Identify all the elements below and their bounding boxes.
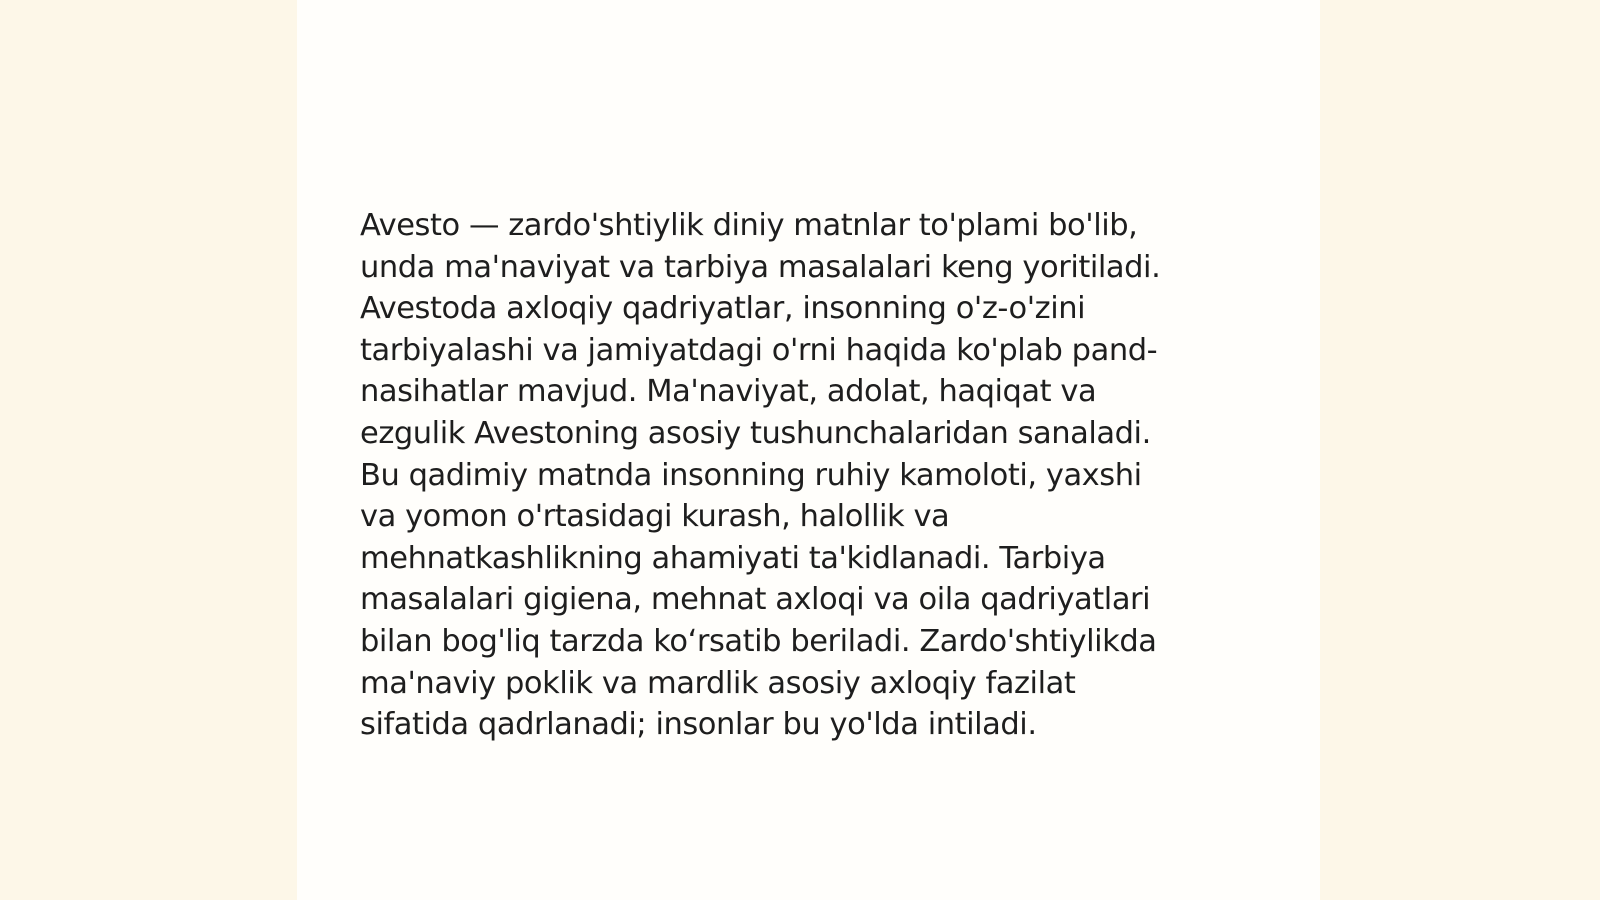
text-line: masalalari gigiena, mehnat axloqi va oila qadriyatlari [360, 582, 1151, 618]
text-line: bilan bog'liq tarzda koʻrsatib beriladi. Zardo'shtiylikda [360, 623, 1157, 659]
text-line: sifatida qadrlanadi; insonlar bu yo'lda intiladi. [360, 707, 1037, 743]
text-line: Avesto — zardo'shtiylik diniy matnlar to'plami bo'lib, [360, 208, 1138, 243]
text-line: unda ma'naviyat va tarbiya masalalari keng yoritiladi. [360, 249, 1161, 285]
body-paragraph [360, 205, 1260, 746]
text-line: va yomon o'rtasidagi kurash, halollik va [360, 499, 950, 535]
text-line: mehnatkashlikning ahamiyati ta'kidlanadi. Tarbiya [360, 540, 1106, 576]
slide-page [297, 0, 1320, 900]
text-line: nasihatlar mavjud. Ma'naviyat, adolat, haqiqat va [360, 374, 1097, 410]
text-line: tarbiyalashi va jamiyatdagi o'rni haqida ko'plab pand- [360, 332, 1158, 368]
text-line: Avestoda axloqiy qadriyatlar, insonning o'z-o'zini [360, 291, 1086, 327]
text-line: ma'naviy poklik va mardlik asosiy axloqiy fazilat [360, 665, 1076, 701]
text-line: ezgulik Avestoning asosiy tushunchalaridan sanaladi. [360, 415, 1151, 451]
text-line: Bu qadimiy matnda insonning ruhiy kamoloti, yaxshi [360, 457, 1142, 493]
